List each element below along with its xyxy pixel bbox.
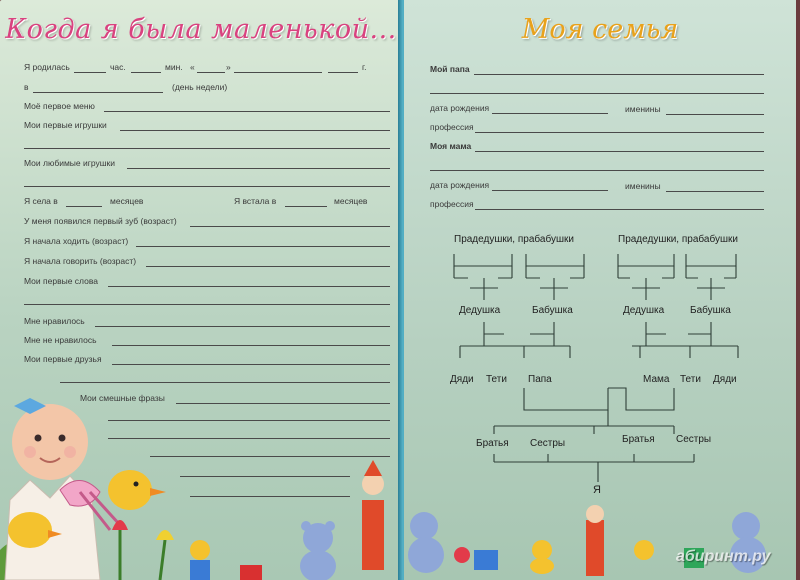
mom-line[interactable]: [475, 151, 764, 152]
great-grandparents-left: Прадедушки, прабабушки: [454, 234, 574, 245]
stood-label: Я встала в: [234, 196, 277, 206]
aunts-right: Тети: [680, 374, 701, 385]
fav-toys-line[interactable]: [127, 168, 390, 169]
dad-profession-line[interactable]: [475, 132, 764, 133]
quote-close: »: [226, 62, 231, 72]
dad-nameday-label: именины: [625, 104, 661, 114]
first-words-label: Мои первые слова: [24, 276, 98, 286]
dad-birth-line[interactable]: [492, 113, 608, 114]
disliked-label: Мне не нравилось: [24, 335, 97, 345]
right-page-title: Моя семья: [521, 14, 679, 45]
stood-months-label: месяцев: [334, 196, 368, 206]
first-tooth-label: У меня появился первый зуб (возраст): [24, 216, 177, 226]
first-words-line-2[interactable]: [24, 304, 390, 305]
stood-blank[interactable]: [285, 206, 327, 207]
first-words-line[interactable]: [108, 286, 390, 287]
dad-nameday-line[interactable]: [666, 114, 764, 115]
dad-label: Мой папа: [430, 64, 470, 74]
grandpa-right: Дедушка: [623, 305, 665, 316]
dad-node: Папа: [528, 374, 552, 385]
hour-blank[interactable]: [74, 72, 106, 73]
sat-label: Я села в: [24, 196, 58, 206]
mom-profession-line[interactable]: [475, 209, 764, 210]
uncles-right: Дяди: [713, 374, 737, 385]
watermark: абиринт.ру: [676, 548, 771, 565]
brothers-right: Братья: [622, 434, 655, 445]
dad-profession-label: профессия: [430, 122, 474, 132]
grandma-left: Бабушка: [532, 305, 573, 316]
born-label: Я родилась: [24, 62, 70, 72]
first-menu-label: Моё первое меню: [24, 101, 95, 111]
hour-label: час.: [110, 62, 126, 72]
liked-line[interactable]: [95, 326, 390, 327]
talk-line[interactable]: [146, 266, 390, 267]
mom-birth-line[interactable]: [492, 190, 608, 191]
walk-label: Я начала ходить (возраст): [24, 236, 129, 246]
first-toys-line[interactable]: [120, 130, 390, 131]
month-blank[interactable]: [234, 72, 322, 73]
sat-blank[interactable]: [66, 206, 102, 207]
liked-label: Мне нравилось: [24, 316, 85, 326]
in-label: в: [24, 82, 29, 92]
sat-months-label: месяцев: [110, 196, 144, 206]
uncles-left: Дяди: [450, 374, 474, 385]
walk-line[interactable]: [136, 246, 390, 247]
first-friends-line[interactable]: [112, 364, 390, 365]
first-tooth-line[interactable]: [190, 226, 390, 227]
dad-birth-label: дата рождения: [430, 103, 490, 113]
sisters-left: Сестры: [530, 438, 566, 449]
mom-profession-label: профессия: [430, 199, 474, 209]
first-menu-line[interactable]: [104, 111, 390, 112]
me-node: Я: [593, 484, 601, 496]
disliked-line[interactable]: [112, 345, 390, 346]
mom-node: Мама: [643, 374, 670, 385]
family-tree-lines: [404, 230, 794, 500]
funny-label: Мои смешные фразы: [80, 393, 165, 403]
sisters-right: Сестры: [676, 434, 712, 445]
left-page-title: Когда я была маленькой...: [5, 14, 397, 45]
grandpa-left: Дедушка: [459, 305, 501, 316]
quote-open: «: [190, 62, 195, 72]
fav-toys-line-2[interactable]: [24, 186, 390, 187]
dad-line-2[interactable]: [430, 93, 764, 94]
toys-illustration: [404, 500, 796, 580]
fav-toys-label: Мои любимые игрушки: [24, 158, 116, 168]
year-label: г.: [362, 62, 367, 72]
mom-label: Моя мама: [430, 141, 472, 151]
mom-birth-label: дата рождения: [430, 180, 490, 190]
year-blank[interactable]: [328, 72, 358, 73]
mom-nameday-line[interactable]: [666, 191, 764, 192]
aunts-left: Тети: [486, 374, 507, 385]
baby-illustration: [0, 380, 402, 580]
great-grandparents-right: Прадедушки, прабабушки: [618, 234, 738, 245]
day-blank[interactable]: [197, 72, 225, 73]
brothers-left: Братья: [476, 438, 509, 449]
minute-label: мин.: [165, 62, 183, 72]
talk-label: Я начала говорить (возраст): [24, 256, 137, 266]
weekday-label: (день недели): [172, 82, 228, 92]
first-toys-line-2[interactable]: [24, 148, 390, 149]
mom-nameday-label: именины: [625, 181, 661, 191]
first-toys-label: Мои первые игрушки: [24, 120, 107, 130]
minute-blank[interactable]: [131, 72, 161, 73]
weekday-blank[interactable]: [33, 92, 163, 93]
first-friends-label: Мои первые друзья: [24, 354, 102, 364]
mom-line-2[interactable]: [430, 170, 764, 171]
grandma-right: Бабушка: [690, 305, 731, 316]
dad-line[interactable]: [474, 74, 764, 75]
